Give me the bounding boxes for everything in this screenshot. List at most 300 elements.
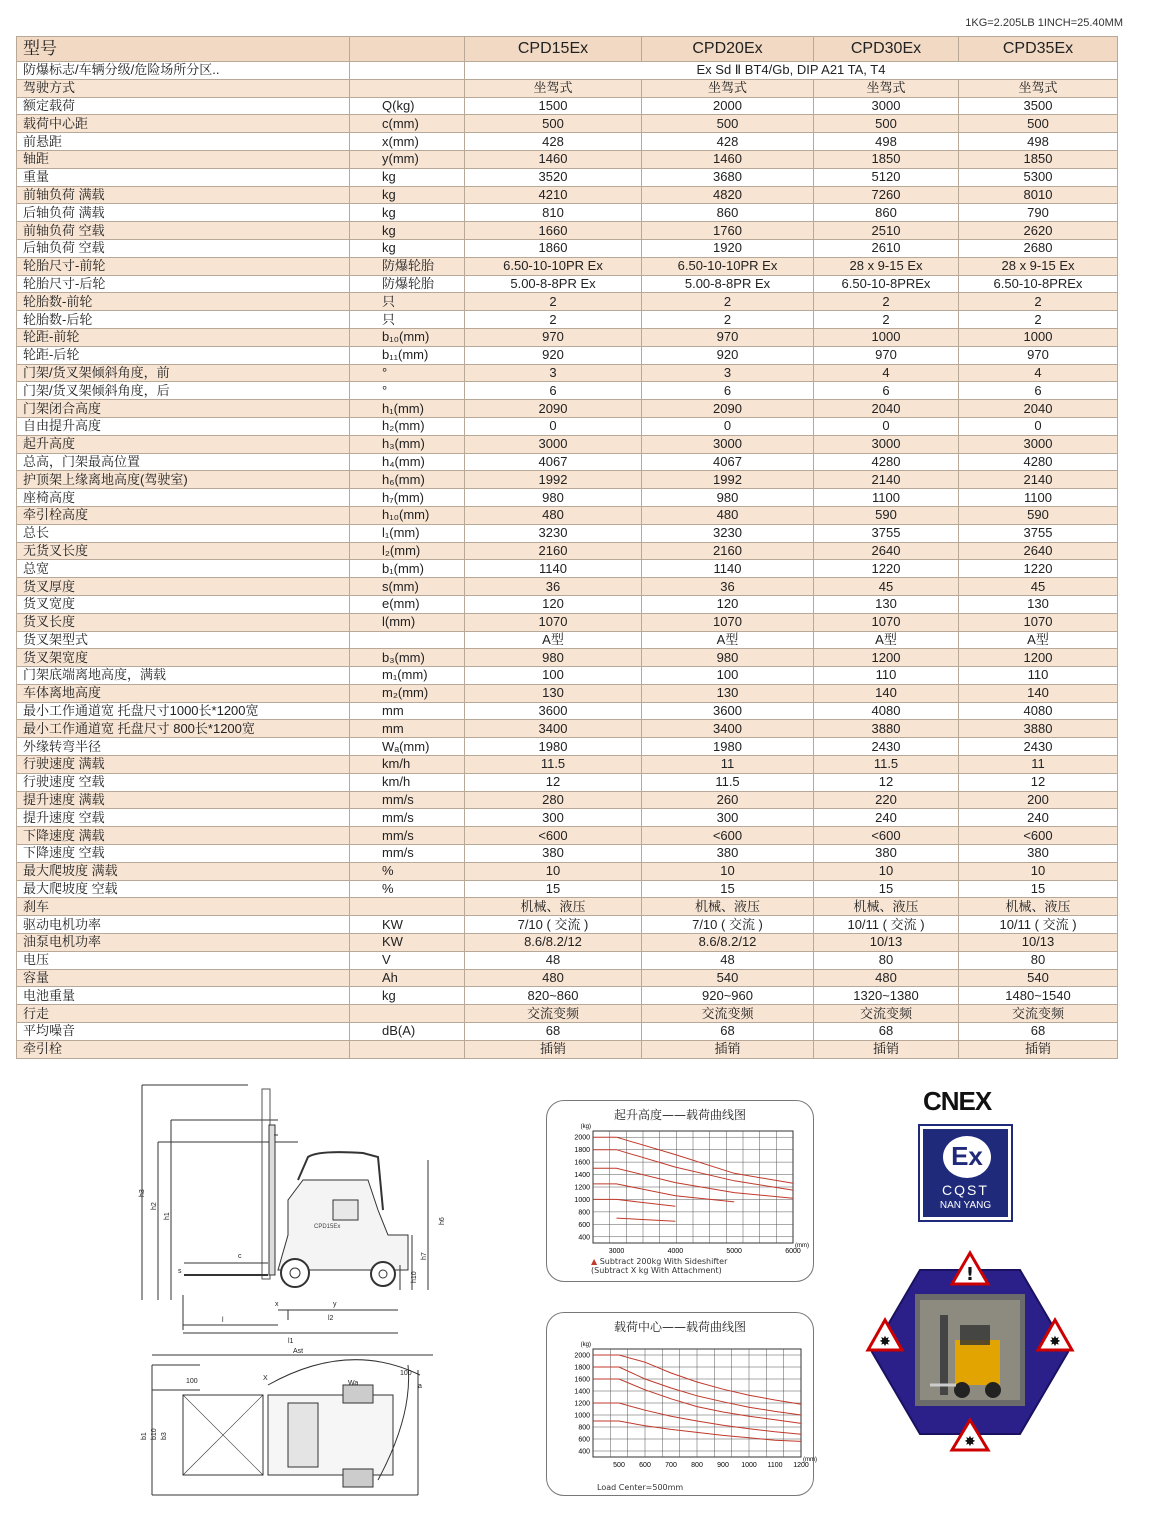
- spec-value: 2: [642, 311, 814, 329]
- spec-value: 5.00-8-8PR Ex: [642, 275, 814, 293]
- spec-value: 3880: [814, 720, 959, 738]
- spec-value: 1140: [642, 560, 814, 578]
- unit-header-cell: [350, 37, 465, 62]
- spec-value: 970: [465, 328, 642, 346]
- spec-row: [17, 631, 1118, 649]
- spec-value: 3: [465, 364, 642, 382]
- spec-value: 200: [959, 791, 1118, 809]
- ex-mark: Ex: [951, 1141, 983, 1171]
- spec-unit: kg: [350, 204, 465, 222]
- load-center-load-chart-panel: [546, 1312, 817, 1496]
- spec-value: 1200: [814, 649, 959, 667]
- spec-value: 1500: [465, 97, 642, 115]
- spec-value: 2140: [959, 471, 1118, 489]
- spec-label: 座椅高度: [17, 489, 350, 507]
- spec-label: 门架/货叉架倾斜角度，前: [17, 364, 350, 382]
- spec-value: 6.50-10-8PREx: [959, 275, 1118, 293]
- spec-row: [17, 471, 1118, 489]
- x-tick-label: 5000: [726, 1248, 742, 1255]
- spec-value: 920~960: [642, 987, 814, 1005]
- spec-value: 7/10 ( 交流 ): [465, 916, 642, 934]
- load-curve-4: [593, 1199, 675, 1206]
- spec-row: [17, 222, 1118, 240]
- spec-value: 3000: [959, 435, 1118, 453]
- spec-label: 最大爬坡度 满载: [17, 862, 350, 880]
- spec-label: 前悬距: [17, 133, 350, 151]
- spec-value: 1480~1540: [959, 987, 1118, 1005]
- warning-exclamation-icon: !: [965, 1264, 975, 1285]
- spec-row: [17, 382, 1118, 400]
- chart2-title: 载荷中心——载荷曲线图: [613, 1320, 746, 1334]
- spec-value: 110: [814, 667, 959, 685]
- x-tick-label: 1000: [741, 1462, 757, 1469]
- y-tick-label: 600: [578, 1221, 590, 1229]
- y-tick-label: 600: [578, 1436, 590, 1444]
- spec-value: 36: [642, 578, 814, 596]
- spec-value: 8010: [959, 186, 1118, 204]
- spec-row: [17, 524, 1118, 542]
- spec-value: 860: [642, 204, 814, 222]
- spec-value: 插销: [959, 1040, 1118, 1058]
- spec-value: 插销: [642, 1040, 814, 1058]
- spec-value: 3755: [814, 524, 959, 542]
- x-tick-label: 1200: [793, 1462, 809, 1469]
- spec-value: A型: [814, 631, 959, 649]
- spec-row: [17, 1023, 1118, 1041]
- spec-value: 6.50-10-10PR Ex: [642, 257, 814, 275]
- spec-value: 3680: [642, 168, 814, 186]
- spec-unit: mm/s: [350, 845, 465, 863]
- spec-row: [17, 97, 1118, 115]
- y-tick-label: 1400: [574, 1388, 590, 1396]
- spec-unit: h₁(mm): [350, 400, 465, 418]
- spec-row: [17, 880, 1118, 898]
- spec-value: 1850: [814, 150, 959, 168]
- spec-value: 1760: [642, 222, 814, 240]
- spec-value: 12: [959, 773, 1118, 791]
- spec-value: 4280: [814, 453, 959, 471]
- spec-value: 1100: [959, 489, 1118, 507]
- spec-value: 5300: [959, 168, 1118, 186]
- spec-unit: m₂(mm): [350, 684, 465, 702]
- model-header-2: CPD30Ex: [814, 37, 959, 62]
- spec-value: 2090: [642, 400, 814, 418]
- spec-label: 电压: [17, 951, 350, 969]
- spec-unit: m₁(mm): [350, 667, 465, 685]
- spec-value: 15: [465, 880, 642, 898]
- spec-value: 12: [814, 773, 959, 791]
- spec-value: 1140: [465, 560, 642, 578]
- spec-value: 28 x 9-15 Ex: [814, 257, 959, 275]
- spec-unit: b₁₀(mm): [350, 328, 465, 346]
- spec-label: 起升高度: [17, 435, 350, 453]
- spec-value: 坐驾式: [642, 79, 814, 97]
- spec-value: 2: [959, 311, 1118, 329]
- spec-value: 3400: [465, 720, 642, 738]
- spec-value: 10/13: [959, 934, 1118, 952]
- spec-value: 10/13: [814, 934, 959, 952]
- spec-value: 1070: [465, 613, 642, 631]
- label-h6: h6: [439, 1217, 446, 1225]
- spec-row: [17, 578, 1118, 596]
- spec-label: 牵引栓高度: [17, 506, 350, 524]
- spec-row: [17, 542, 1118, 560]
- spec-label: 门架底端离地高度，满载: [17, 667, 350, 685]
- spec-label: 货叉长度: [17, 613, 350, 631]
- spec-value: 500: [959, 115, 1118, 133]
- spec-row: [17, 293, 1118, 311]
- spec-value: 3500: [959, 97, 1118, 115]
- spec-value: 140: [959, 684, 1118, 702]
- spec-value: 1992: [642, 471, 814, 489]
- spec-value: 120: [642, 595, 814, 613]
- spec-value: 36: [465, 578, 642, 596]
- spec-value: 2430: [814, 738, 959, 756]
- spec-value: <600: [814, 827, 959, 845]
- spec-value: 坐驾式: [465, 79, 642, 97]
- spec-value: 11.5: [465, 756, 642, 774]
- spec-value: 交流变频: [642, 1005, 814, 1023]
- spec-value: 4280: [959, 453, 1118, 471]
- spec-value: A型: [959, 631, 1118, 649]
- label-100-right: 100: [400, 1370, 412, 1377]
- spec-value: 4080: [814, 702, 959, 720]
- label-b1: b1: [141, 1432, 148, 1440]
- spec-value: 428: [465, 133, 642, 151]
- load-center-load-chart: [553, 1333, 817, 1478]
- spec-value: 2510: [814, 222, 959, 240]
- spec-value: 5120: [814, 168, 959, 186]
- spec-value: 12: [465, 773, 642, 791]
- spec-label: 轮距-前轮: [17, 328, 350, 346]
- y-unit-label: (kg): [580, 1124, 591, 1130]
- cnex-brand: CNEX: [923, 1086, 992, 1116]
- spec-value: 3000: [642, 435, 814, 453]
- spec-value: 10/11 ( 交流 ): [814, 916, 959, 934]
- y-tick-label: 400: [578, 1234, 590, 1242]
- label-wa: Wa: [348, 1380, 359, 1387]
- spec-unit: %: [350, 880, 465, 898]
- y-tick-label: 1800: [574, 1147, 590, 1155]
- spec-value: 10: [465, 862, 642, 880]
- spec-unit: mm: [350, 702, 465, 720]
- spec-row: [17, 168, 1118, 186]
- spec-label: 前轴负荷 满载: [17, 186, 350, 204]
- spec-label: 刹车: [17, 898, 350, 916]
- spec-value: 4: [959, 364, 1118, 382]
- spec-unit: km/h: [350, 773, 465, 791]
- explosion-left-icon: ✸: [879, 1334, 891, 1350]
- spec-value: 4080: [959, 702, 1118, 720]
- spec-unit: b₁(mm): [350, 560, 465, 578]
- spec-value: 10/11 ( 交流 ): [959, 916, 1118, 934]
- spec-value: 790: [959, 204, 1118, 222]
- spec-value: 970: [642, 328, 814, 346]
- spec-value: 300: [465, 809, 642, 827]
- spec-unit: Ah: [350, 969, 465, 987]
- label-h10: h10: [411, 1271, 418, 1283]
- spec-label: 最小工作通道宽 托盘尺寸 800长*1200宽: [17, 720, 350, 738]
- x-tick-label: 4000: [667, 1248, 684, 1255]
- model-header-3: CPD35Ex: [959, 37, 1118, 62]
- spec-value: 130: [814, 595, 959, 613]
- spec-value: 1992: [465, 471, 642, 489]
- spec-value: 130: [465, 684, 642, 702]
- spec-label: 载荷中心距: [17, 115, 350, 133]
- spec-value: 68: [959, 1023, 1118, 1041]
- spec-row: [17, 311, 1118, 329]
- spec-row: [17, 862, 1118, 880]
- spec-row: [17, 417, 1118, 435]
- flame-icon: ✸: [964, 1434, 976, 1450]
- spec-row: [17, 738, 1118, 756]
- spec-value: 11.5: [814, 756, 959, 774]
- spec-unit: h₃(mm): [350, 435, 465, 453]
- spec-label: 自由提升高度: [17, 417, 350, 435]
- spec-unit: x(mm): [350, 133, 465, 151]
- spec-value: 交流变频: [465, 1005, 642, 1023]
- spec-value: 2140: [814, 471, 959, 489]
- spec-value: 11: [959, 756, 1118, 774]
- spec-label: 电池重量: [17, 987, 350, 1005]
- spec-row: [17, 791, 1118, 809]
- spec-row: [17, 204, 1118, 222]
- spec-value: 3230: [465, 524, 642, 542]
- spec-value: 1070: [642, 613, 814, 631]
- label-h1: h1: [164, 1212, 171, 1220]
- label-c: c: [238, 1253, 242, 1260]
- spec-unit: s(mm): [350, 578, 465, 596]
- spec-row: [17, 257, 1118, 275]
- spec-value: 机械、液压: [465, 898, 642, 916]
- spec-value: 1320~1380: [814, 987, 959, 1005]
- y-tick-label: 1000: [574, 1412, 590, 1420]
- spec-label: 防爆标志/车辆分级/危险场所分区..: [17, 62, 350, 80]
- spec-value: 1070: [814, 613, 959, 631]
- spec-value: 4820: [642, 186, 814, 204]
- spec-label: 轮距-后轮: [17, 346, 350, 364]
- spec-label: 后轴负荷 满载: [17, 204, 350, 222]
- spec-unit: kg: [350, 186, 465, 204]
- spec-label: 前轴负荷 空载: [17, 222, 350, 240]
- spec-value: 6: [959, 382, 1118, 400]
- spec-row: [17, 115, 1118, 133]
- y-tick-label: 800: [578, 1209, 590, 1217]
- load-curve-5: [617, 1218, 676, 1221]
- spec-value: 970: [959, 346, 1118, 364]
- spec-label: 轮胎数-前轮: [17, 293, 350, 311]
- x-unit-label: (mm): [795, 1243, 809, 1249]
- spec-unit: h₆(mm): [350, 471, 465, 489]
- spec-value: 15: [959, 880, 1118, 898]
- spec-value: 80: [814, 951, 959, 969]
- spec-value: 3600: [465, 702, 642, 720]
- spec-value: 68: [814, 1023, 959, 1041]
- spec-unit: kg: [350, 168, 465, 186]
- spec-row: [17, 400, 1118, 418]
- spec-value: 11.5: [642, 773, 814, 791]
- spec-value: 590: [959, 506, 1118, 524]
- spec-label: 容量: [17, 969, 350, 987]
- spec-label: 轮胎数-后轮: [17, 311, 350, 329]
- spec-value: 5.00-8-8PR Ex: [465, 275, 642, 293]
- spec-unit: mm/s: [350, 791, 465, 809]
- spec-label: 货叉架宽度: [17, 649, 350, 667]
- spec-unit: mm/s: [350, 827, 465, 845]
- spec-value: 920: [465, 346, 642, 364]
- explosion-hazard-hexagon: [860, 1250, 1080, 1455]
- spec-value: 68: [465, 1023, 642, 1041]
- spec-value: 3000: [814, 435, 959, 453]
- spec-value: 80: [959, 951, 1118, 969]
- spec-value: 6: [642, 382, 814, 400]
- spec-value: 860: [814, 204, 959, 222]
- spec-value: 0: [642, 417, 814, 435]
- y-tick-label: 1800: [574, 1364, 590, 1372]
- spec-unit: h₄(mm): [350, 453, 465, 471]
- spec-value: 3000: [465, 435, 642, 453]
- spec-label: 重量: [17, 168, 350, 186]
- spec-row: [17, 328, 1118, 346]
- spec-label: 轴距: [17, 150, 350, 168]
- spec-row: [17, 1040, 1118, 1058]
- spec-value: 4067: [465, 453, 642, 471]
- ex-circle: [941, 1134, 993, 1180]
- spec-label: 最小工作通道宽 托盘尺寸1000长*1200宽: [17, 702, 350, 720]
- label-b3: b3: [161, 1432, 168, 1440]
- spec-value: 1200: [959, 649, 1118, 667]
- spec-value: 3755: [959, 524, 1118, 542]
- model-badge-text: CPD15Ex: [314, 1224, 341, 1230]
- spec-unit: °: [350, 364, 465, 382]
- label-h3: h3: [139, 1189, 146, 1197]
- label-x-plan: X: [263, 1375, 268, 1382]
- cqst-certification-logo: [918, 1124, 1013, 1222]
- spec-row: [17, 720, 1118, 738]
- spec-value: 2620: [959, 222, 1118, 240]
- spec-value: 4: [814, 364, 959, 382]
- spec-row: [17, 133, 1118, 151]
- chart1-note: ▲ Subtract 200kg With Sideshifter (Subtract X kg With Attachment): [591, 1257, 728, 1275]
- spec-value: 8.6/8.2/12: [465, 934, 642, 952]
- spec-value: 4067: [642, 453, 814, 471]
- spec-value: 2: [814, 311, 959, 329]
- spec-header-row: [17, 37, 1118, 62]
- spec-row: [17, 489, 1118, 507]
- spec-value: 380: [642, 845, 814, 863]
- spec-value: 100: [465, 667, 642, 685]
- spec-value: 300: [642, 809, 814, 827]
- spec-value: 10: [642, 862, 814, 880]
- spec-value: 2680: [959, 239, 1118, 257]
- spec-row: [17, 560, 1118, 578]
- spec-label: 提升速度 满载: [17, 791, 350, 809]
- spec-value: 45: [959, 578, 1118, 596]
- spec-value: 坐驾式: [814, 79, 959, 97]
- spec-unit: e(mm): [350, 595, 465, 613]
- x-tick-label: 1100: [767, 1462, 783, 1469]
- spec-row: [17, 62, 1118, 80]
- label-ast: Ast: [293, 1348, 304, 1355]
- spec-value: 1980: [465, 738, 642, 756]
- spec-value: 240: [814, 809, 959, 827]
- spec-label: 门架闭合高度: [17, 400, 350, 418]
- explosion-right-icon: ✸: [1049, 1334, 1061, 1350]
- spec-unit: c(mm): [350, 115, 465, 133]
- spec-value: 10: [814, 862, 959, 880]
- spec-value: 110: [959, 667, 1118, 685]
- spec-row: [17, 506, 1118, 524]
- lift-height-load-chart-panel: [546, 1100, 814, 1282]
- spec-value: 2610: [814, 239, 959, 257]
- spec-value: 15: [642, 880, 814, 898]
- spec-value: 540: [959, 969, 1118, 987]
- lift-height-load-chart: [553, 1121, 807, 1256]
- spec-unit: [350, 898, 465, 916]
- spec-value: 2640: [814, 542, 959, 560]
- unit-conversion-note: 1KG=2.205LB 1INCH=25.40MM: [965, 17, 1123, 29]
- spec-label: 行走: [17, 1005, 350, 1023]
- spec-label: 总长: [17, 524, 350, 542]
- spec-row: [17, 364, 1118, 382]
- x-unit-label: (mm): [803, 1457, 817, 1463]
- spec-value: 920: [642, 346, 814, 364]
- spec-value: 11: [642, 756, 814, 774]
- spec-value: 2: [465, 293, 642, 311]
- forklift-dimension-diagram: [138, 1085, 446, 1505]
- label-l2: l2: [328, 1315, 334, 1322]
- spec-value: 6.50-10-8PREx: [814, 275, 959, 293]
- spec-value: 交流变频: [814, 1005, 959, 1023]
- spec-unit: kg: [350, 239, 465, 257]
- spec-value: 2040: [959, 400, 1118, 418]
- spec-value: 380: [465, 845, 642, 863]
- y-tick-label: 800: [578, 1424, 590, 1432]
- x-tick-label: 500: [613, 1462, 625, 1469]
- spec-unit: h₁₀(mm): [350, 506, 465, 524]
- spec-value: 130: [959, 595, 1118, 613]
- y-tick-label: 2000: [574, 1134, 590, 1142]
- spec-value: 2: [465, 311, 642, 329]
- spec-value: 1460: [465, 150, 642, 168]
- spec-value: 260: [642, 791, 814, 809]
- spec-value: 3230: [642, 524, 814, 542]
- spec-value: 机械、液压: [642, 898, 814, 916]
- x-tick-label: 600: [639, 1462, 651, 1469]
- spec-row: [17, 595, 1118, 613]
- spec-value: 3880: [959, 720, 1118, 738]
- spec-label: 后轴负荷 空载: [17, 239, 350, 257]
- spec-value: 3520: [465, 168, 642, 186]
- spec-value: 2160: [465, 542, 642, 560]
- spec-value: 240: [959, 809, 1118, 827]
- spec-row: [17, 346, 1118, 364]
- x-tick-label: 900: [717, 1462, 729, 1469]
- spec-value: 540: [642, 969, 814, 987]
- spec-row: [17, 186, 1118, 204]
- spec-row: [17, 79, 1118, 97]
- spec-label: 提升速度 空载: [17, 809, 350, 827]
- spec-unit: V: [350, 951, 465, 969]
- spec-value: 1220: [814, 560, 959, 578]
- model-header-label: 型号: [17, 37, 350, 62]
- spec-unit: KW: [350, 934, 465, 952]
- spec-label: 行驶速度 满载: [17, 756, 350, 774]
- x-tick-label: 6000: [785, 1248, 801, 1255]
- spec-label: 驱动电机功率: [17, 916, 350, 934]
- spec-value: 48: [642, 951, 814, 969]
- spec-merged-value: Ex Sd Ⅱ BT4/Gb, DIP A21 TA, T4: [465, 62, 1118, 80]
